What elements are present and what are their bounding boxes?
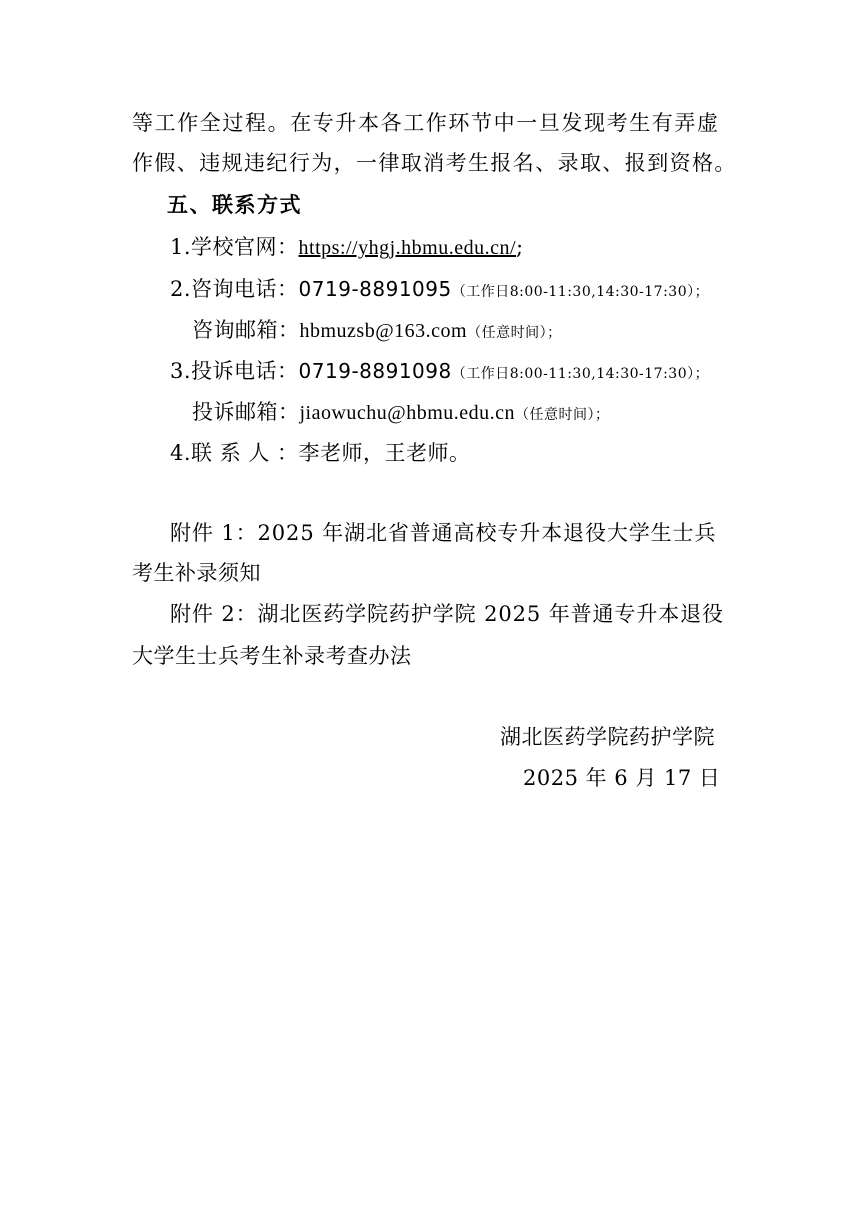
contact-label: 咨询邮箱： (192, 318, 300, 342)
section-heading: 五、联系方式 (167, 193, 302, 217)
phone-number: 0719-8891095 (298, 277, 452, 301)
punctuation: ; (516, 235, 524, 259)
contact-complaint-phone (170, 357, 709, 388)
email-address[interactable]: jiaowuchu@hbmu.edu.cn (299, 402, 516, 424)
office-hours: （工作日8:00-11:30,14:30-17:30）； (451, 366, 710, 382)
email-note: （任意时间）； (515, 407, 610, 423)
attachment-1-continued: 考生补录须知 (132, 561, 261, 585)
signature-organization: 湖北医药学院药护学院 (500, 725, 715, 749)
contact-consult-email (192, 316, 562, 347)
contact-label: 1.学校官网： (170, 235, 299, 259)
contact-person: 4.联 系 人 ：李老师，王老师。 (170, 441, 471, 465)
body-text-line: 作假、违规违纪行为，一律取消考生报名、录取、报到资格。 (132, 151, 737, 175)
contact-website (170, 233, 524, 262)
attachment-2: 附件 2：湖北医药学院药护学院 2025 年普通专升本退役 (170, 602, 724, 626)
email-address[interactable]: hbmuzsb@163.com (299, 320, 468, 342)
contact-consult-phone (170, 275, 709, 306)
attachment-2-continued: 大学生士兵考生补录考查办法 (132, 644, 412, 668)
email-note: （任意时间）； (467, 325, 562, 341)
contact-label: 3.投诉电话： (170, 359, 299, 383)
website-link[interactable]: https://yhgj.hbmu.edu.cn/ (298, 237, 517, 259)
body-text-line: 等工作全过程。在专升本各工作环节中一旦发现考生有弄虚 (132, 111, 720, 135)
office-hours: （工作日8:00-11:30,14:30-17:30）； (451, 284, 710, 300)
signature-date: 2025 年 6 月 17 日 (523, 766, 721, 790)
attachment-1: 附件 1：2025 年湖北省普通高校专升本退役大学生士兵 (170, 521, 717, 545)
phone-number: 0719-8891098 (298, 359, 452, 383)
contact-label: 投诉邮箱： (192, 400, 300, 424)
contact-complaint-email (192, 398, 610, 429)
contact-label: 2.咨询电话： (170, 277, 299, 301)
